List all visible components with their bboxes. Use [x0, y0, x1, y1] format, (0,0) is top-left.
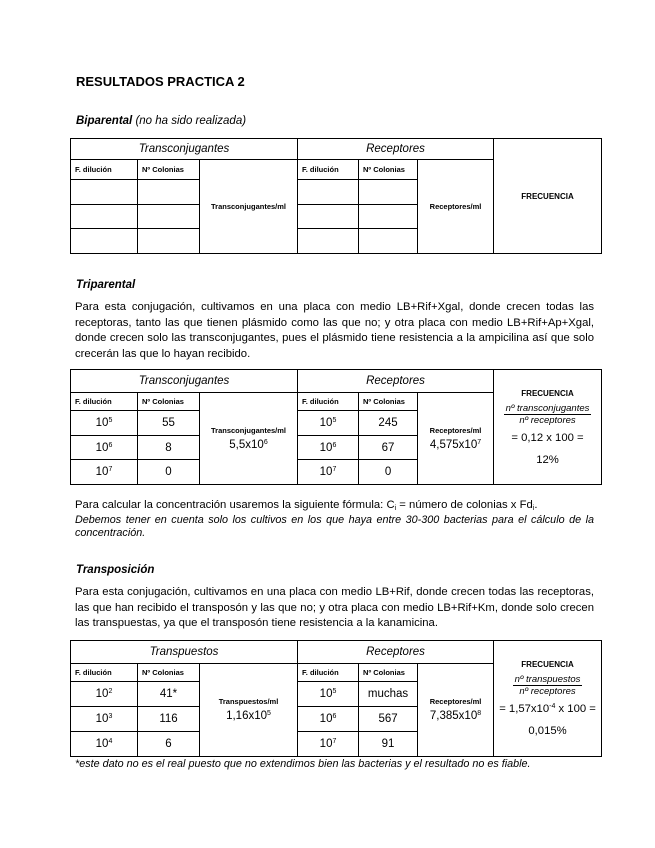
- transposicion-heading: Transposición: [76, 564, 155, 576]
- col-header-dilucion: F. dilución: [298, 159, 359, 180]
- group-header-transconjugantes: Transconjugantes: [71, 139, 298, 160]
- group-header-receptores: Receptores: [298, 139, 494, 160]
- receptores-per-ml-label: Receptores/ml: [429, 697, 482, 707]
- empty-cell: [71, 229, 138, 254]
- colonias-cell: 91: [359, 732, 418, 757]
- col-header-colonias: Nº Colonias: [359, 663, 418, 682]
- empty-cell: [298, 229, 359, 254]
- transconjugantes-per-ml-value: $5,5x10^6$: [229, 438, 268, 451]
- empty-cell: [71, 204, 138, 229]
- col-header-dilucion: F. dilución: [298, 663, 359, 682]
- empty-cell: [138, 229, 200, 254]
- transconjugantes-per-ml-cell: [200, 392, 298, 484]
- frecuencia-calculation: = $1,57x10^{-4}$ x 100 =: [499, 703, 596, 715]
- col-header-dilucion: F. dilución: [298, 392, 359, 410]
- colonias-cell: 55: [138, 411, 200, 436]
- dilucion-cell: $10^5$: [71, 411, 138, 436]
- empty-cell: [138, 204, 200, 229]
- frecuencia-result: 0,015%: [528, 725, 567, 737]
- formula-text: Para calcular la concentración usaremos la siguiente fórmula: $C_i$ = número de colonias x $Fd_i$.: [75, 499, 538, 512]
- colonias-cell: 245: [359, 411, 418, 436]
- dilucion-cell: $10^6$: [298, 707, 359, 732]
- biparental-heading: [76, 115, 246, 127]
- empty-cell: [298, 204, 359, 229]
- dilucion-cell: $10^4$: [71, 732, 138, 757]
- colonias-cell: 41*: [138, 682, 200, 707]
- group-header-transconjugantes: Transconjugantes: [71, 370, 298, 393]
- transposicion-paragraph: Para esta conjugación, cultivamos en una placa con medio LB+Rif, donde crecen todas las receptoras, las que han recibido el transposón y las que no; y otra placa con medio LB+Rif+Km, donde solo crecen las transpuestas, ya que el transposón tiene resistencia a la kanamicina.: [75, 586, 594, 629]
- receptores-per-ml-value: $7,385x10^8$: [429, 710, 482, 723]
- receptores-per-ml-label: Receptores/ml: [418, 159, 494, 253]
- frecuencia-cell: FRECUENCIA: [494, 139, 602, 254]
- triparental-table: [70, 369, 602, 485]
- transconjugantes-per-ml-label: Transconjugantes/ml: [200, 159, 298, 253]
- col-header-colonias: Nº Colonias: [138, 663, 200, 682]
- dilucion-cell: $10^7$: [298, 732, 359, 757]
- colonias-cell: muchas: [359, 682, 418, 707]
- group-header-transpuestos: Transpuestos: [71, 641, 298, 664]
- empty-cell: [359, 229, 418, 254]
- col-header-colonias: Nº Colonias: [138, 392, 200, 410]
- biparental-table: [70, 138, 602, 254]
- transconjugantes-per-ml-label: Transconjugantes/ml: [210, 425, 287, 435]
- formula-note: Debemos tener en cuenta solo los cultivos en los que haya entre 30-300 bacterias para el cálculo de la concentración.: [75, 514, 594, 539]
- empty-cell: [138, 180, 200, 205]
- frecuencia-label: FRECUENCIA: [521, 660, 574, 669]
- colonias-cell: 0: [359, 460, 418, 485]
- dilucion-cell: $10^7$: [71, 460, 138, 485]
- col-header-colonias: Nº Colonias: [359, 392, 418, 410]
- dilucion-cell: $10^5$: [298, 682, 359, 707]
- transposicion-table: [70, 640, 602, 757]
- triparental-heading: Triparental: [76, 279, 136, 291]
- colonias-cell: 8: [138, 435, 200, 460]
- receptores-per-ml-value: $4,575x10^7$: [429, 438, 482, 451]
- col-header-dilucion: F. dilución: [71, 663, 138, 682]
- dilucion-cell: $10^7$: [298, 460, 359, 485]
- page-title: RESULTADOS PRACTICA 2: [76, 74, 245, 89]
- transpuestos-per-ml-label: Transpuestos/ml: [218, 697, 279, 707]
- empty-cell: [71, 180, 138, 205]
- colonias-cell: 67: [359, 435, 418, 460]
- dilucion-cell: $10^3$: [71, 707, 138, 732]
- biparental-title: Biparental: [76, 115, 133, 127]
- group-header-receptores: Receptores: [298, 641, 494, 664]
- frecuencia-result: 12%: [536, 453, 559, 466]
- colonias-cell: 567: [359, 707, 418, 732]
- col-header-colonias: Nº Colonias: [359, 159, 418, 180]
- triparental-paragraph: Para esta conjugación, cultivamos en una placa con medio LB+Rif+Xgal, donde crecen todas las receptoras, tanto las que tienen plásmido como las que no; y otra placa con medio LB+Rif+Ap+Xgal, donde crecen solo las transconjugantes, pues el plásmido tiene resistencia a la ampicilina así que solo crecerán las que lo hayan recibido.: [75, 301, 594, 360]
- receptores-per-ml-label: Receptores/ml: [429, 425, 482, 435]
- fraction-numerator: nº transconjugantes: [505, 402, 590, 414]
- frecuencia-cell: [494, 641, 602, 757]
- frecuencia-label: FRECUENCIA: [521, 388, 574, 398]
- dilucion-cell: $10^5$: [298, 411, 359, 436]
- transpuestos-per-ml-cell: [200, 663, 298, 756]
- frecuencia-fraction: [513, 674, 583, 697]
- col-header-dilucion: F. dilución: [71, 392, 138, 410]
- fraction-denominator: nº receptores: [519, 414, 576, 426]
- empty-cell: [359, 180, 418, 205]
- fraction-numerator: nº transpuestos: [514, 674, 581, 685]
- fraction-denominator: nº receptores: [519, 686, 576, 697]
- group-header-receptores: Receptores: [298, 370, 494, 393]
- receptores-per-ml-cell: [418, 663, 494, 756]
- frecuencia-fraction: [504, 403, 592, 426]
- transpuestos-per-ml-value: $1,16x10^5$: [226, 710, 271, 723]
- frecuencia-calculation: = 0,12 x 100 =: [511, 431, 584, 444]
- transposicion-footnote: *este dato no es el real puesto que no extendimos bien las bacterias y el resultado no es fiable.: [75, 758, 531, 770]
- col-header-colonias: Nº Colonias: [138, 159, 200, 180]
- dilucion-cell: $10^6$: [298, 435, 359, 460]
- colonias-cell: 6: [138, 732, 200, 757]
- dilucion-cell: $10^2$: [71, 682, 138, 707]
- empty-cell: [359, 204, 418, 229]
- receptores-per-ml-cell: [418, 392, 494, 484]
- frecuencia-cell: [494, 370, 602, 485]
- dilucion-cell: $10^6$: [71, 435, 138, 460]
- colonias-cell: 116: [138, 707, 200, 732]
- empty-cell: [298, 180, 359, 205]
- biparental-note: (no ha sido realizada): [135, 115, 247, 127]
- col-header-dilucion: F. dilución: [71, 159, 138, 180]
- colonias-cell: 0: [138, 460, 200, 485]
